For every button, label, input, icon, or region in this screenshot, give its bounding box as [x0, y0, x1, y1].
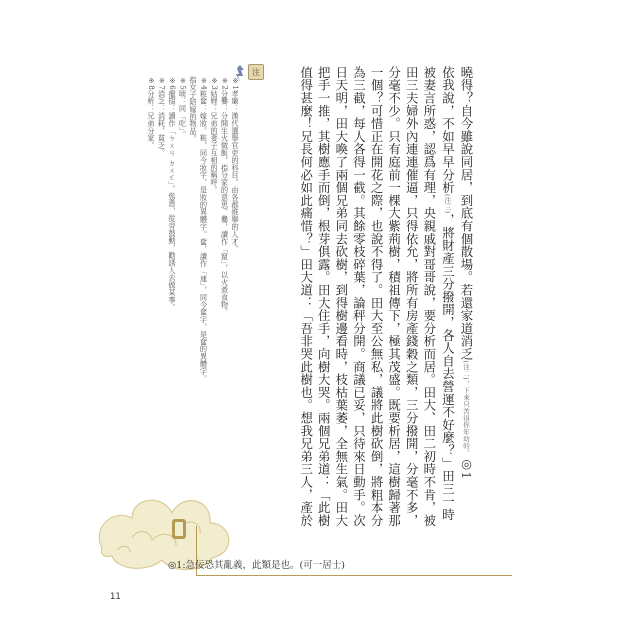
footnote-4: ※4粧奩：嫁妝。粧，同今妝字，是妝的異體字。奩，讀作「連」，同今奩字，是奩的異體字。: [199, 76, 209, 383]
footnote-6: ※6攛掇：讀作「ㄘㄨㄢ ㄉㄨㄛ」。慫恿，從旁鼓動，勸誘人去做某事。: [168, 76, 177, 311]
footnote-8: ※8分析：兄弟分家。: [147, 76, 156, 150]
seal-label: 注: [252, 67, 260, 77]
footnotes: [140, 76, 240, 426]
footnote-3: ※3姑娌：兄弟的妻子互相的稱呼。: [210, 76, 219, 194]
page-number: 11: [110, 592, 121, 602]
footnote-7: ※7消乏：消耗，貧乏。: [157, 76, 167, 157]
footnote-2: ※2分爨：分開生火做飯，指分家的意思。爨，讀作「竄」，以火煮食物。: [220, 76, 230, 316]
notes-seal: [248, 64, 264, 80]
main-text-body: 被妻言所惑，認爲有理，央親戚對哥哥說，要分析而居。田大、田二初時不肯，被田三夫婦外內連連催逼，只得依允，將所有房產錢穀之類，三分撥開，分毫不多，分毫不少。只有庭前一棵大紫荊樹，積祖傳下，極其茂盛。既要析居，這樹歸著那一個？可惜正在開花之際，也說不得了。田大至公無私，議將此樹砍倒，將粗本分為三截，每人各得一截。其餘零枝碎葉，論秤分開。商議已妥，只待來日動手。次日天明，田大喚了兩個兄弟同去砍樹，到得樹邊看時，枝枯葉萎，全無生氣。田大把手一推，其樹應手而倒，根芽俱露。田大住手，向樹大哭。兩個兄弟道：「此樹值得甚麼！兄長何必如此痛惜？」田大道：「吾非哭此樹也。想我兄弟三人，產於: [298, 66, 437, 527]
footnote-4-cont: 指女子陪嫁的物品。: [189, 76, 198, 143]
annotation-marker-3: (注三): [443, 194, 452, 214]
annotation-marker-2: (注二)，下來只苦得你年幼的。: [462, 360, 470, 456]
main-text-column: [205, 66, 475, 534]
footnote-1: ※1孝廉：漢代選舉官吏的科目。由各郡推舉的人才。: [231, 76, 240, 253]
main-text-segment-1: 曉得？自今雖說同居，到底有個散場。若還家道消乏: [459, 66, 474, 361]
main-text-segment-2: 依我說，不如早早分析: [440, 66, 456, 194]
main-text-line-1: [456, 66, 475, 534]
main-text-segment-3: ，將財產三分撥開，各人自去營運不好麼？」田三一時: [440, 213, 456, 521]
main-text-line-2: [438, 66, 457, 534]
commentary-line: ◎1:急佞恐其亂義，此類是也。(可一居士): [168, 560, 345, 571]
commentary-marker-1: ◎1: [459, 455, 474, 480]
comment-badge-icon: [170, 518, 188, 540]
footnote-5: ※5唝：同「吃」。: [178, 76, 188, 139]
commentary-divider-horizontal: [196, 575, 512, 576]
